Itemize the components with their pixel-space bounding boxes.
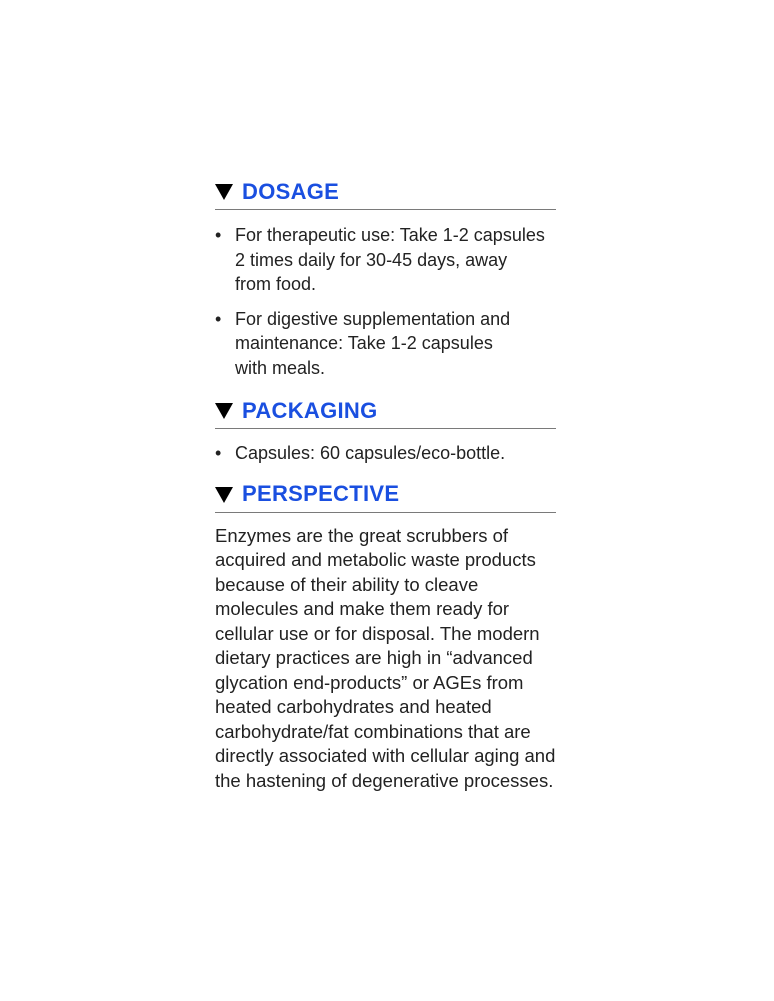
down-triangle-icon bbox=[215, 487, 233, 503]
dosage-item-text: For therapeutic use: Take 1-2 capsules 2 times daily for 30-45 days, away from food. bbox=[235, 225, 545, 294]
document-content bbox=[215, 174, 556, 793]
bullet-icon: • bbox=[215, 443, 222, 463]
list-item bbox=[215, 223, 556, 297]
dosage-item-text: For digestive supplementation and maintenance: Take 1-2 capsules with meals. bbox=[235, 308, 511, 378]
list-item bbox=[215, 307, 556, 381]
packaging-header bbox=[215, 393, 556, 429]
dosage-header bbox=[215, 174, 556, 210]
dosage-list bbox=[215, 223, 556, 380]
bullet-icon: • bbox=[215, 308, 222, 329]
bullet-icon: • bbox=[215, 225, 222, 245]
packaging-item-text: Capsules: 60 capsules/eco-bottle. bbox=[235, 443, 506, 463]
down-triangle-icon bbox=[215, 403, 233, 419]
perspective-title: PERSPECTIVE bbox=[242, 481, 400, 506]
packaging-title: PACKAGING bbox=[242, 397, 378, 423]
packaging-list bbox=[215, 441, 556, 466]
down-triangle-icon bbox=[215, 184, 233, 200]
perspective-body: Enzymes are the great scrubbers of acquired and metabolic waste products because of their ability to cleave molecules and make them ready for cellular use or for disposal. The modern dietary practices are high in “advanced glycation end-products” or AGEs from heated carbohydrates and heated carbohydrate/fat combinations that are directly associated with cellular aging and the hastening of degenerative processes. bbox=[215, 524, 556, 791]
list-item bbox=[215, 441, 556, 466]
perspective-header bbox=[215, 477, 556, 513]
dosage-title: DOSAGE bbox=[242, 178, 340, 204]
